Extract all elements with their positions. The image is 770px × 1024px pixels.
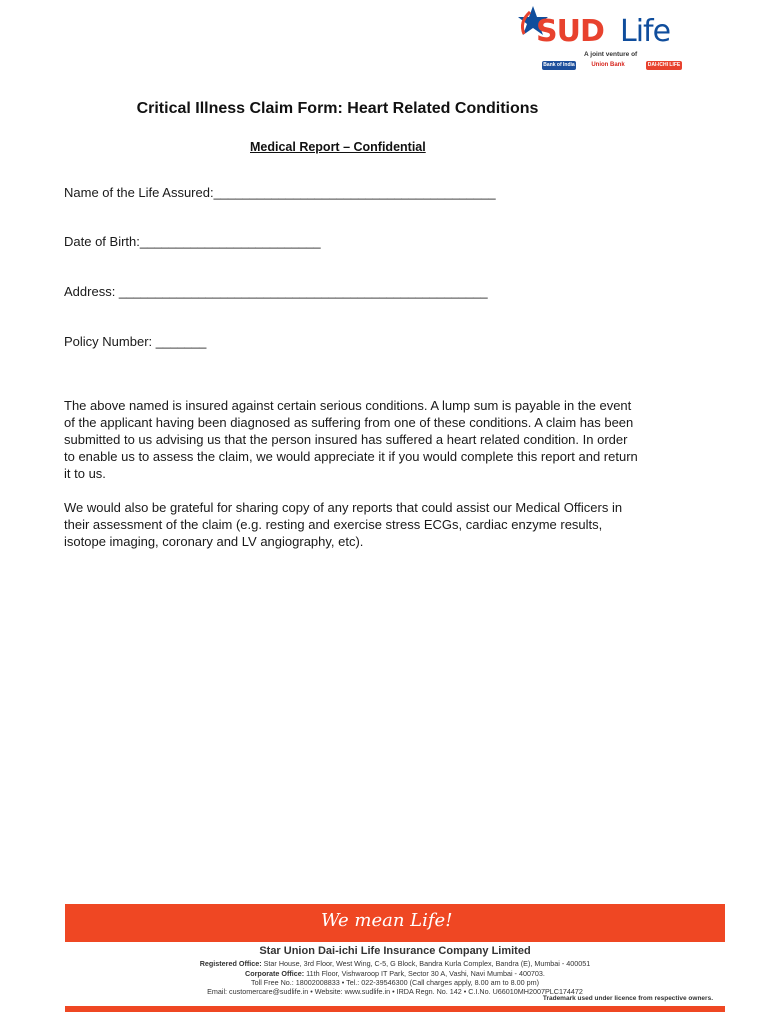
partner-bank-of-india: Bank of India: [543, 62, 575, 68]
logo-tagline: A joint venture of: [584, 51, 638, 58]
registered-office-address: Star House, 3rd Floor, West Wing, C-5, G Block, Bandra Kurla Complex, Bandra (E), Mumbai - 400051: [263, 959, 591, 968]
logo-brand: SUD: [536, 14, 604, 49]
trademark-note: Trademark used under licence from respective owners.: [542, 995, 713, 1002]
form-title: Critical Illness Claim Form: Heart Related Conditions: [136, 100, 539, 117]
address-field[interactable]: Address: ___________________________________________________: [64, 284, 488, 299]
footer-banner: [65, 904, 725, 1012]
intro-paragraph: The above named is insured against certain serious conditions. A lump sum is payable in the event of the applicant having been diagnosed as suffering from one of these conditions. A claim has been submitted to us advising us that the person insured has suffered a heart related condition. In order to enable us to assess the claim, we would appreciate it if you would complete this report and return it to us.: [64, 398, 638, 481]
registered-office: [65, 959, 725, 968]
partner-dai-ichi: DAI-ICHI LIFE: [647, 62, 681, 68]
reports-paragraph: We would also be grateful for sharing copy of any reports that could assist our Medical Officers in their assessment of the claim (e.g. resting and exercise stress ECGs, cardiac enzyme results, isotope imaging, coronary and LV angiography, etc).: [64, 500, 623, 549]
registered-office-label: Registered Office:: [199, 959, 262, 968]
company-name: Star Union Dai-ichi Life Insurance Company Limited: [259, 945, 531, 957]
policy-number-field[interactable]: Policy Number: _______: [64, 334, 207, 349]
corporate-office-label: Corporate Office:: [245, 969, 305, 978]
footer-details: [65, 942, 725, 1006]
name-field[interactable]: Name of the Life Assured:_______________________________________: [64, 185, 496, 200]
logo-brand-suffix: Life: [620, 14, 671, 49]
form-subtitle: Medical Report – Confidential: [250, 140, 426, 154]
sud-life-logo: [512, 4, 682, 74]
partner-union-bank: Union Bank: [591, 62, 625, 68]
contact-line: Toll Free No.: 18002008833 • Tel.: 022-39546300 (Call charges apply, 8.00 am to 8.00 pm): [251, 978, 539, 987]
logo-partners: [542, 61, 682, 71]
web-line: Email: customercare@sudlife.in • Website: www.sudlife.in • IRDA Regn. No. 142 • C.I.No. U66010MH2007PLC174472: [207, 987, 583, 996]
corporate-office: [65, 969, 725, 978]
footer-slogan: We mean Life!: [321, 910, 453, 931]
dob-field[interactable]: Date of Birth:_________________________: [64, 234, 321, 249]
corporate-office-address: 11th Floor, Vishwaroop IT Park, Sector 30 A, Vashi, Navi Mumbai - 400703.: [306, 969, 545, 978]
